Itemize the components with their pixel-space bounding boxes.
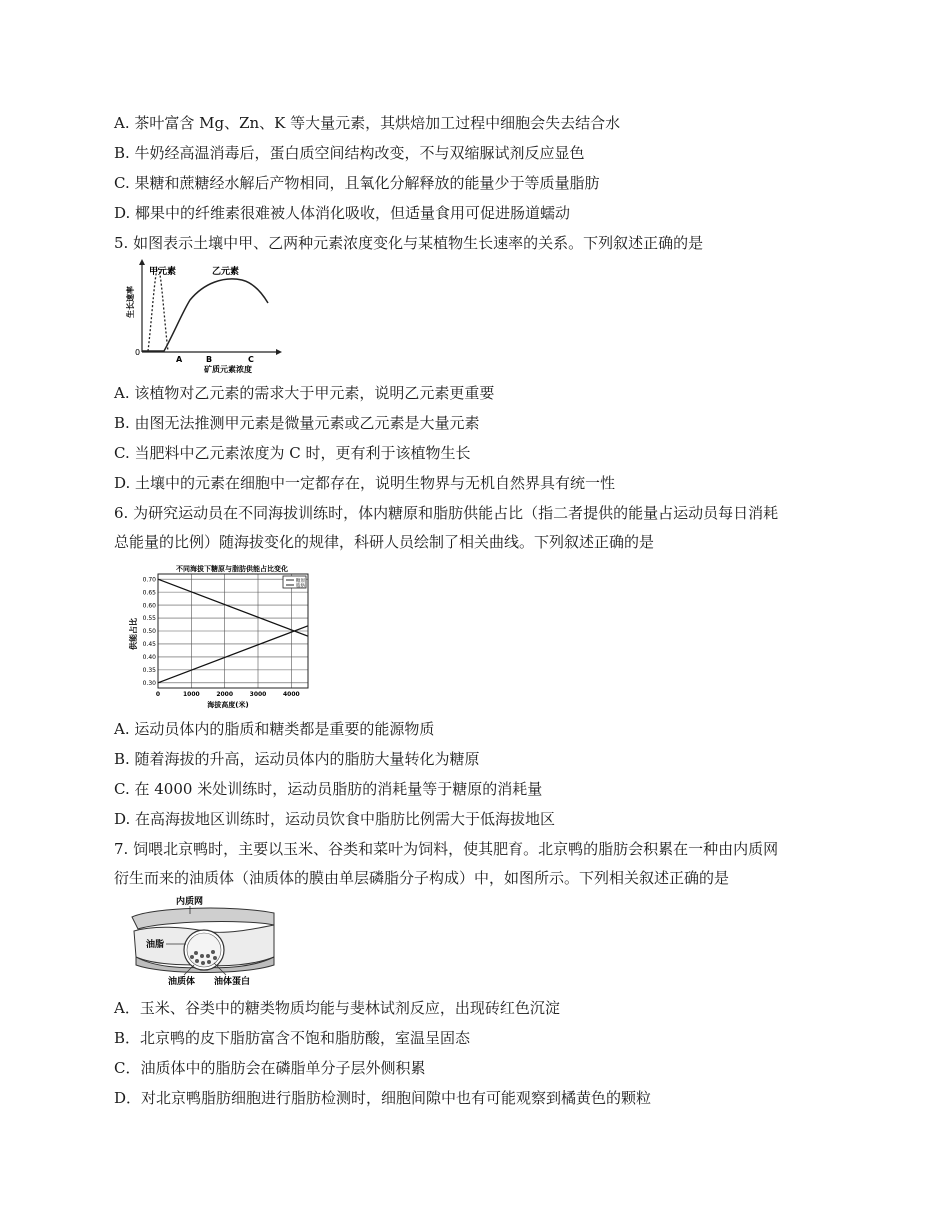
q6-energy-ratio-chart	[128, 562, 318, 710]
q7-option-a: A．玉米、谷类中的糖类物质均能与斐林试剂反应，出现砖红色沉淀	[114, 999, 560, 1017]
chart-legend	[283, 576, 306, 589]
q6-option-b: B. 随着海拔的升高，运动员体内的脂肪大量转化为糖原	[114, 750, 480, 768]
q7-stem-line-1: 7. 饲喂北京鸭时，主要以玉米、谷类和菜叶为饲料，使其肥育。北京鸭的脂肪会积累在一种由内质网	[114, 840, 779, 858]
chart-y-tick-label: 0.30	[142, 680, 156, 688]
q5-curve-element-a	[148, 268, 168, 351]
q7-er-upper-membrane	[132, 908, 274, 929]
chart-x-label: 海拔高度(米)	[207, 701, 249, 709]
chart-y-tick-label: 0.45	[142, 641, 156, 649]
q6-option-d: D. 在高海拔地区训练时，运动员饮食中脂肪比例需大于低海拔地区	[114, 810, 556, 828]
q5-y-arrow	[139, 259, 145, 265]
chart-legend-label-fat: 脂肪	[296, 584, 305, 589]
q7-option-d: D．对北京鸭脂肪细胞进行脂肪检测时，细胞间隙中也有可能观察到橘黄色的颗粒	[114, 1089, 652, 1107]
q6-stem-line-1: 6. 为研究运动员在不同海拔训练时，体内糖原和脂肪供能占比（指二者提供的能量占运动员每日消耗	[114, 504, 779, 522]
q5-tick-c: C	[248, 355, 254, 364]
q5-option-c: C. 当肥料中乙元素浓度为 C 时，更有利于该植物生长	[114, 444, 471, 462]
chart-title: 不同海拔下糖原与脂肪供能占比变化	[176, 565, 288, 573]
chart-x-tick-label: 2000	[216, 691, 234, 698]
q5-option-d: D. 土壤中的元素在细胞中一定都存在，说明生物界与无机自然界具有统一性	[114, 474, 616, 492]
q7-label-protein: 油体蛋白	[214, 977, 251, 987]
chart-x-tick-label: 0	[155, 691, 161, 698]
q4-option-b: B. 牛奶经高温消毒后，蛋白质空间结构改变，不与双缩脲试剂反应显色	[114, 144, 585, 162]
q5-x-label: 矿质元素浓度	[204, 365, 252, 374]
chart-legend-label-glycogen: 糖原	[296, 579, 305, 584]
q4-option-d: D. 椰果中的纤维素很难被人体消化吸收，但适量食用可促进肠道蠕动	[114, 204, 571, 222]
q5-y-label: 生长速率	[126, 286, 135, 318]
chart-y-label: 供能占比	[129, 618, 138, 650]
chart-y-tick-label: 0.35	[142, 667, 156, 675]
chart-y-tick-label: 0.70	[142, 576, 156, 584]
q5-option-b: B. 由图无法推测甲元素是微量元素或乙元素是大量元素	[114, 414, 480, 432]
q7-option-c: C．油质体中的脂肪会在磷脂单分子层外侧积累	[114, 1059, 426, 1077]
q5-label-element-b: 乙元素	[212, 267, 240, 277]
q6-option-c: C. 在 4000 米处训练时，运动员脂肪的消耗量等于糖原的消耗量	[114, 780, 543, 798]
q4-option-c: C. 果糖和蔗糖经水解后产物相同，且氧化分解释放的能量少于等质量脂肪	[114, 174, 600, 192]
q5-x-arrow	[276, 349, 282, 355]
chart-x-tick-label: 3000	[249, 691, 267, 698]
q7-label-fat: 油脂	[146, 940, 165, 950]
chart-y-tick-label: 0.40	[142, 654, 156, 662]
chart-series-fat-line	[158, 626, 308, 683]
chart-y-tick-label: 0.60	[142, 602, 156, 610]
q5-label-element-a: 甲元素	[149, 267, 177, 277]
q5-stem: 5. 如图表示土壤中甲、乙两种元素浓度变化与某植物生长速率的关系。下列叙述正确的是	[114, 234, 704, 252]
q7-stem-line-2: 衍生而来的油质体（油质体的膜由单层磷脂分子构成）中，如图所示。下列相关叙述正确的是	[114, 869, 730, 887]
q7-label-oil-body: 油质体	[168, 977, 196, 987]
chart-y-tick-label: 0.65	[142, 589, 156, 597]
q5-option-a: A. 该植物对乙元素的需求大于甲元素，说明乙元素更重要	[114, 384, 495, 402]
q5-tick-b: B	[206, 355, 213, 364]
chart-x-tick-label: 1000	[182, 691, 200, 698]
q7-label-er: 内质网	[176, 897, 204, 907]
q6-option-a: A. 运动员体内的脂质和糖类都是重要的能源物质	[114, 720, 435, 738]
q6-stem-line-2: 总能量的比例）随海拔变化的规律，科研人员绘制了相关曲线。下列叙述正确的是	[114, 533, 655, 551]
q5-growth-rate-figure	[124, 258, 284, 376]
q7-option-b: B．北京鸭的皮下脂肪富含不饱和脂肪酸，室温呈固态	[114, 1029, 471, 1047]
q4-option-a: A. 茶叶富含 Mg、Zn、K 等大量元素，其烘焙加工过程中细胞会失去结合水	[114, 114, 621, 132]
q5-tick-a: A	[176, 355, 183, 364]
q5-curve-element-b	[142, 279, 268, 351]
chart-y-tick-label: 0.50	[142, 628, 156, 636]
chart-x-tick-label: 4000	[282, 691, 300, 698]
q7-oil-body-figure	[124, 895, 284, 987]
q5-origin: 0	[135, 348, 141, 357]
chart-y-tick-label: 0.55	[142, 615, 156, 623]
